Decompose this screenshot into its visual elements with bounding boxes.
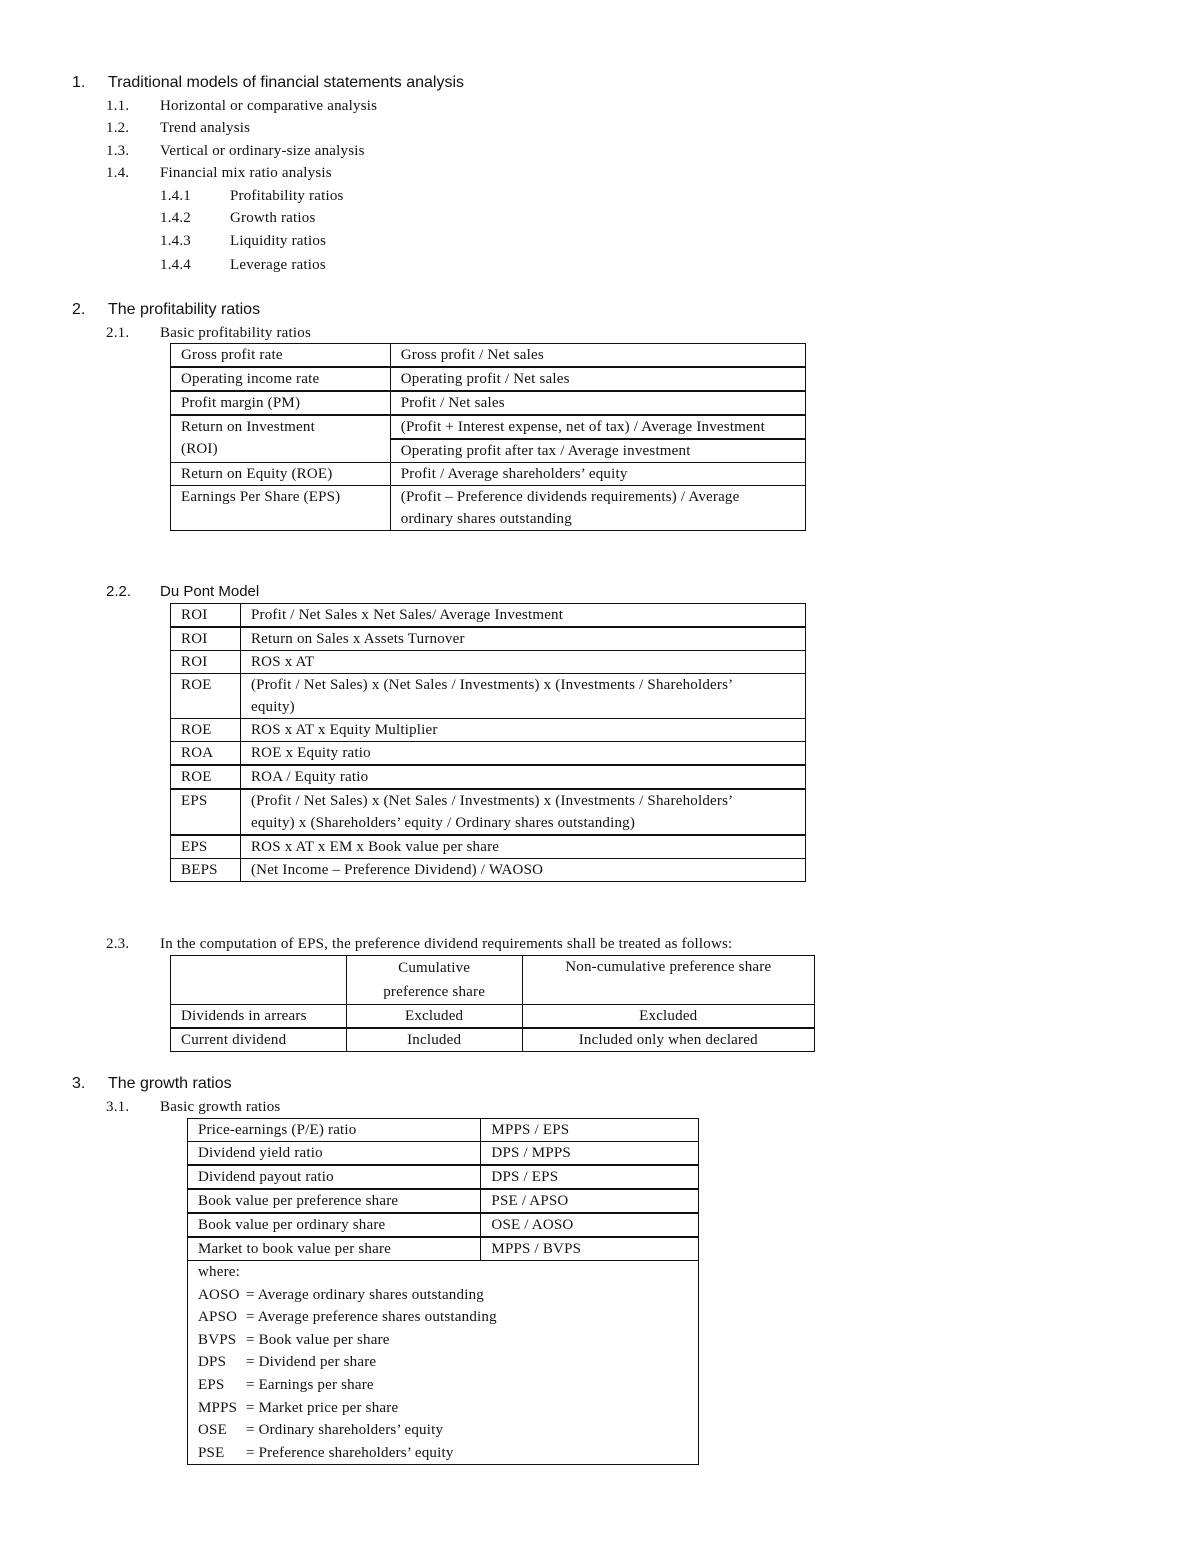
ratio-key: EPS — [171, 789, 241, 835]
ratio-name: Book value per ordinary share — [188, 1213, 481, 1237]
ratio-key: EPS — [171, 835, 241, 859]
profitability-ratios-table — [170, 343, 806, 531]
definition-text: = Average ordinary shares outstanding — [245, 1286, 484, 1303]
definition-text: = Ordinary shareholders’ equity — [245, 1422, 444, 1439]
ratio-formula: Operating profit after tax / Average investment — [390, 439, 805, 463]
item-number: 1.1. — [106, 98, 130, 114]
definition-text: = Dividend per share — [245, 1354, 377, 1371]
header-cell: Non-cumulative preference share — [522, 956, 814, 1005]
table-row — [171, 651, 806, 674]
ratio-formula: ROE x Equity ratio — [240, 742, 805, 766]
ratio-formula: MPPS / EPS — [481, 1119, 699, 1142]
definitions-cell — [188, 1261, 699, 1465]
section-number: 1. — [72, 74, 86, 91]
ratio-formula: (Profit / Net Sales) x (Net Sales / Investments) x (Investments / Shareholders’ equity) — [240, 674, 805, 719]
table-row — [171, 367, 806, 391]
ratio-key: ROA — [171, 742, 241, 766]
section-number: 3. — [72, 1075, 86, 1092]
ratio-key: ROI — [171, 627, 241, 651]
definition — [198, 1306, 688, 1329]
ratio-formula: ROS x AT x Equity Multiplier — [240, 719, 805, 742]
table-row — [188, 1213, 699, 1237]
section-title: The growth ratios — [108, 1075, 232, 1092]
table-row — [171, 742, 806, 766]
ratio-formula: MPPS / BVPS — [481, 1237, 699, 1261]
table-cell: Included — [346, 1028, 522, 1052]
where-label: where: — [198, 1264, 241, 1280]
item-text: Du Pont Model — [160, 583, 260, 600]
section-title: Traditional models of financial statements analysis — [108, 74, 465, 91]
ratio-key: ROE — [171, 719, 241, 742]
ratio-formula: ROS x AT — [240, 651, 805, 674]
ratio-formula: Profit / Net sales — [390, 391, 805, 415]
dupont-model-table — [170, 603, 806, 882]
table-row — [171, 627, 806, 651]
item-number: 2.1. — [106, 325, 130, 341]
ratio-formula: DPS / EPS — [481, 1165, 699, 1189]
item-number: 1.4.3 — [160, 233, 191, 249]
table-row — [171, 789, 806, 835]
ratio-formula: Return on Sales x Assets Turnover — [240, 627, 805, 651]
ratio-name: Book value per preference share — [188, 1189, 481, 1213]
table-row — [171, 391, 806, 415]
item-number: 1.4.1 — [160, 188, 191, 204]
ratio-formula: ROS x AT x EM x Book value per share — [240, 835, 805, 859]
definition-text: = Market price per share — [245, 1399, 399, 1416]
item-text: Liquidity ratios — [230, 233, 327, 249]
definition-text: = Preference shareholders’ equity — [245, 1444, 454, 1461]
ratio-formula: PSE / APSO — [481, 1189, 699, 1213]
table-row — [171, 415, 806, 439]
item-number: 2.2. — [106, 583, 132, 600]
table-row — [171, 1028, 815, 1052]
table-row — [171, 1005, 815, 1029]
definition — [198, 1329, 688, 1352]
ratio-formula: DPS / MPPS — [481, 1142, 699, 1166]
row-label: Current dividend — [171, 1028, 347, 1052]
item-text: Basic profitability ratios — [160, 325, 312, 341]
ratio-formula: (Net Income – Preference Dividend) / WAOSO — [240, 859, 805, 882]
table-cell: Excluded — [346, 1005, 522, 1029]
ratio-name: Profit margin (PM) — [171, 391, 391, 415]
table-row — [171, 719, 806, 742]
ratio-formula: ROA / Equity ratio — [240, 765, 805, 789]
ratio-key: ROE — [171, 674, 241, 719]
definition — [198, 1397, 688, 1420]
item-text: Basic growth ratios — [160, 1099, 281, 1115]
ratio-key: ROE — [171, 765, 241, 789]
definition — [198, 1374, 688, 1397]
item-text: Profitability ratios — [230, 188, 344, 204]
definitions-row — [188, 1261, 699, 1465]
item-number: 3.1. — [106, 1099, 130, 1115]
table-row — [171, 604, 806, 628]
section-number: 2. — [72, 301, 86, 318]
definition — [198, 1284, 688, 1307]
abbreviation: APSO — [198, 1309, 238, 1326]
item-text: Financial mix ratio analysis — [160, 165, 332, 181]
ratio-name: Earnings Per Share (EPS) — [171, 486, 391, 531]
table-cell: Included only when declared — [522, 1028, 814, 1052]
ratio-formula: Gross profit / Net sales — [390, 344, 805, 368]
section-title: The profitability ratios — [108, 301, 261, 318]
table-cell: Excluded — [522, 1005, 814, 1029]
item-number: 1.4.2 — [160, 210, 191, 226]
ratio-key: ROI — [171, 651, 241, 674]
table-row — [171, 463, 806, 486]
ratio-name: Dividend yield ratio — [188, 1142, 481, 1166]
ratio-formula: OSE / AOSO — [481, 1213, 699, 1237]
ratio-name: Price-earnings (P/E) ratio — [188, 1119, 481, 1142]
table-header-row — [171, 956, 815, 1005]
ratio-formula: (Profit + Interest expense, net of tax) / Average Investment — [390, 415, 805, 439]
item-text: In the computation of EPS, the preference dividend requirements shall be treated as follows: — [160, 936, 733, 952]
item-text: Horizontal or comparative analysis — [160, 98, 378, 114]
table-row — [171, 835, 806, 859]
ratio-formula: Profit / Average shareholders’ equity — [390, 463, 805, 486]
table-row — [188, 1165, 699, 1189]
table-row — [171, 674, 806, 719]
abbreviation: OSE — [198, 1422, 227, 1439]
abbreviation: MPPS — [198, 1399, 238, 1416]
ratio-name: Return on Equity (ROE) — [171, 463, 391, 486]
abbreviation: BVPS — [198, 1331, 237, 1348]
abbreviation: PSE — [198, 1444, 225, 1461]
table-row — [171, 344, 806, 368]
abbreviation: EPS — [198, 1376, 225, 1393]
ratio-formula: (Profit / Net Sales) x (Net Sales / Investments) x (Investments / Shareholders’ equity) x (Shareholders’ equity / Ordinary shares outstanding) — [240, 789, 805, 835]
definition — [198, 1351, 688, 1374]
ratio-name: Return on Investment (ROI) — [171, 415, 391, 463]
item-number: 1.2. — [106, 120, 130, 136]
table-row — [188, 1189, 699, 1213]
ratio-formula: Operating profit / Net sales — [390, 367, 805, 391]
ratio-key: ROI — [171, 604, 241, 628]
definition-text: = Book value per share — [245, 1331, 390, 1348]
table-row — [171, 859, 806, 882]
table-row — [188, 1119, 699, 1142]
ratio-key: BEPS — [171, 859, 241, 882]
abbreviation: AOSO — [198, 1286, 240, 1303]
header-cell — [171, 956, 347, 1005]
definition-text: = Earnings per share — [245, 1376, 374, 1393]
item-text: Growth ratios — [230, 210, 316, 226]
eps-treatment-table — [170, 955, 815, 1052]
definition — [198, 1442, 688, 1465]
table-row — [188, 1142, 699, 1166]
table-row — [171, 486, 806, 531]
table-row — [171, 765, 806, 789]
item-number: 1.3. — [106, 143, 130, 159]
item-number: 1.4. — [106, 165, 130, 181]
definition — [198, 1419, 688, 1442]
definition-text: = Average preference shares outstanding — [245, 1309, 497, 1326]
ratio-name: Operating income rate — [171, 367, 391, 391]
item-number: 2.3. — [106, 936, 130, 952]
growth-ratios-table — [187, 1118, 699, 1465]
ratio-formula: Profit / Net Sales x Net Sales/ Average Investment — [240, 604, 805, 628]
ratio-name: Market to book value per share — [188, 1237, 481, 1261]
abbreviation: DPS — [198, 1354, 227, 1371]
ratio-name: Dividend payout ratio — [188, 1165, 481, 1189]
item-text: Trend analysis — [160, 120, 251, 136]
item-text: Vertical or ordinary-size analysis — [160, 143, 365, 159]
item-number: 1.4.4 — [160, 257, 191, 273]
item-text: Leverage ratios — [230, 257, 326, 273]
header-cell: Cumulative preference share — [346, 956, 522, 1005]
ratio-formula: (Profit – Preference dividends requirements) / Average ordinary shares outstanding — [390, 486, 805, 531]
table-row — [188, 1237, 699, 1261]
ratio-name: Gross profit rate — [171, 344, 391, 368]
row-label: Dividends in arrears — [171, 1005, 347, 1029]
